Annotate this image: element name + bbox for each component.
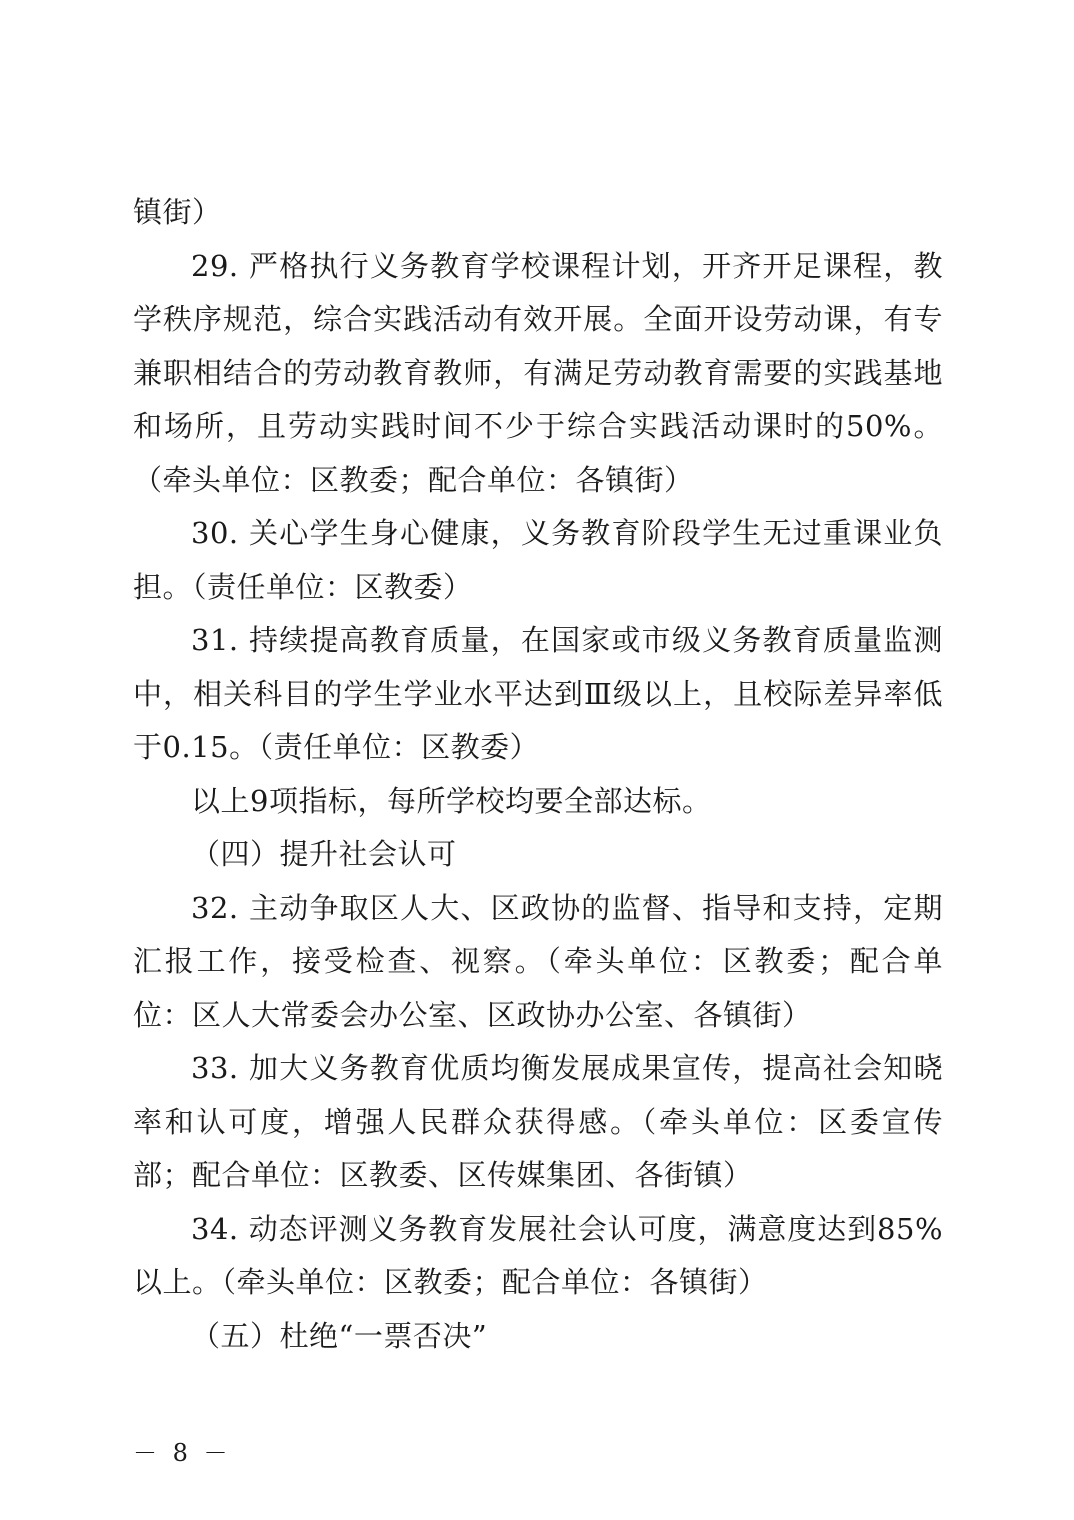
section-heading-5: （五）杜绝“一票否决” bbox=[191, 1318, 488, 1353]
paragraph-continuation: 镇街） bbox=[133, 195, 222, 229]
page-number: － 8 － bbox=[133, 1439, 232, 1467]
paragraph-item-30: 30. 关心学生身心健康，义务教育阶段学生无过重课业负担。（责任单位：区教委） bbox=[133, 516, 943, 604]
paragraph-item-34: 34. 动态评测义务教育发展社会认可度，满意度达到85%以上。（牵头单位：区教委；配合单位：各镇街） bbox=[133, 1211, 943, 1299]
paragraph-item-29: 29. 严格执行义务教育学校课程计划，开齐开足课程，教学秩序规范，综合实践活动有效开展。全面开设劳动课，有专兼职相结合的劳动教育教师，有满足劳动教育需要的实践基地和场所，且劳动实践时间不少于综合实践活动课时的50%。（牵头单位：区教委；配合单位：各镇街） bbox=[133, 248, 943, 497]
section-heading-4: （四）提升社会认可 bbox=[191, 837, 457, 871]
paragraph-item-31: 31. 持续提高教育质量，在国家或市级义务教育质量监测中，相关科目的学生学业水平达到Ⅲ级以上，且校际差异率低于0.15。（责任单位：区教委） bbox=[133, 623, 943, 764]
paragraph-summary: 以上9项指标，每所学校均要全部达标。 bbox=[191, 783, 712, 818]
paragraph-item-32: 32. 主动争取区人大、区政协的监督、指导和支持，定期汇报工作，接受检查、视察。（牵头单位：区教委；配合单位：区人大常委会办公室、区政协办公室、各镇街） bbox=[133, 890, 943, 1032]
paragraph-item-33: 33. 加大义务教育优质均衡发展成果宣传，提高社会知晓率和认可度，增强人民群众获得感。（牵头单位：区委宣传部；配合单位：区教委、区传媒集团、各街镇） bbox=[133, 1051, 943, 1192]
document-body bbox=[133, 186, 943, 1363]
